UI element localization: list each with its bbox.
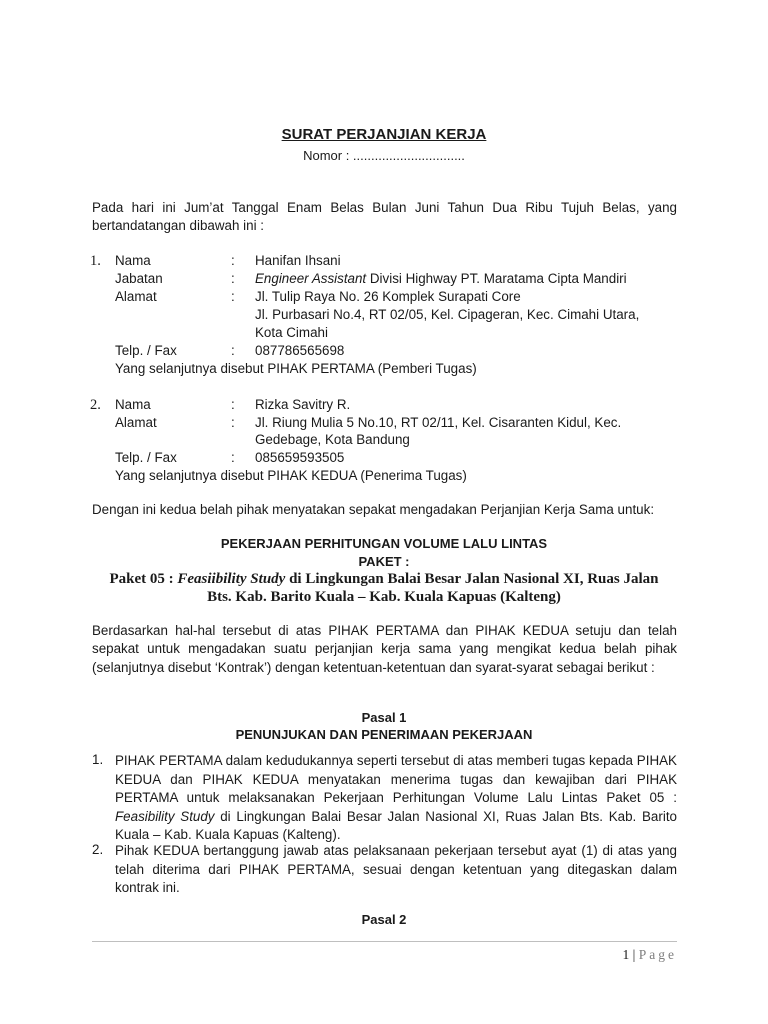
party-1-position <box>255 270 627 288</box>
party-1-name-label: Nama <box>115 253 151 268</box>
party-2-address-line-1: Jl. Riung Mulia 5 No.10, RT 02/11, Kel. Cisaranten Kidul, Kec. <box>255 415 622 430</box>
party-2-address-label: Alamat <box>115 415 157 430</box>
list-item-text: Pihak KEDUA bertanggung jawab atas pelaksanaan pekerjaan tersebut ayat (1) di atas yang telah diterima dari PIHAK PERTAMA, sesuai dengan ketentuan yang ditegaskan dalam kontrak ini. <box>115 843 677 895</box>
page-label: Page <box>638 947 677 962</box>
document-number: Nomor : ............................... <box>303 148 465 163</box>
party-1-address-label: Alamat <box>115 289 157 304</box>
party-2-phone: 085659593505 <box>255 450 345 465</box>
list-item-number: 2. <box>92 842 104 857</box>
party-2-phone-label: Telp. / Fax <box>115 450 177 465</box>
colon: : <box>231 397 235 412</box>
work-title: PEKERJAAN PERHITUNGAN VOLUME LALU LINTAS <box>220 536 548 551</box>
paket-line-1 <box>0 571 768 588</box>
colon: : <box>231 415 235 430</box>
list-item-text-part: PIHAK PERTAMA dalam kedudukannya seperti tersebut di atas memberi tugas kepada PIHAK KEDUA dan PIHAK KEDUA menyatakan menerima tugas dan kewajiban dari PIHAK PERTAMA untuk melaksanakan Pekerjaan Perhitungan Volume Lalu Lintas Paket 05 : <box>115 753 677 805</box>
page-number: 1 <box>622 947 630 962</box>
colon: : <box>231 343 235 358</box>
party-1-name: Hanifan Ihsani <box>255 253 341 268</box>
party-1-designation: Yang selanjutnya disebut PIHAK PERTAMA (Pemberi Tugas) <box>115 361 477 376</box>
paket-rest: di Lingkungan Balai Besar Jalan Nasional XI, Ruas Jalan <box>285 571 659 587</box>
agreement-intro: Dengan ini kedua belah pihak menyatakan sepakat mengadakan Perjanjian Kerja Sama untuk: <box>92 502 655 517</box>
party-1-address-line-3: Kota Cimahi <box>255 325 328 340</box>
paket-italic: Feasiibility Study <box>177 571 286 587</box>
page-separator: | <box>632 947 636 962</box>
colon: : <box>231 450 235 465</box>
colon: : <box>231 271 235 286</box>
pasal-2-heading: Pasal 2 <box>361 912 407 927</box>
list-item-italic: Feasibility Study <box>115 808 215 824</box>
party-1-address-line-2: Jl. Purbasari No.4, RT 02/05, Kel. Cipageran, Kec. Cimahi Utara, <box>255 307 640 322</box>
party-2-designation: Yang selanjutnya disebut PIHAK KEDUA (Penerima Tugas) <box>115 468 467 483</box>
paket-line-2: Bts. Kab. Barito Kuala – Kab. Kuala Kapuas (Kalteng) <box>207 589 561 605</box>
paket-label: PAKET : <box>358 554 410 569</box>
party-2-address-line-2: Gedebage, Kota Bandung <box>255 432 410 447</box>
party-2-number: 2. <box>90 397 101 413</box>
party-1-position-label: Jabatan <box>115 271 163 286</box>
list-item-number: 1. <box>92 752 104 767</box>
document-title: SURAT PERJANJIAN KERJA <box>281 126 487 143</box>
list-item-text-part: di Lingkungan Balai Besar Jalan Nasional XI, Ruas Jalan Bts. Kab. Barito Kuala – Kab. Kuala Kapuas (Kalteng). <box>115 808 677 842</box>
page-footer <box>560 947 677 963</box>
footer-divider <box>92 941 677 942</box>
party-1-phone-label: Telp. / Fax <box>115 343 177 358</box>
colon: : <box>231 253 235 268</box>
party-1-address-line-1: Jl. Tulip Raya No. 26 Komplek Surapati Core <box>255 289 521 304</box>
party-1-position-rest: Divisi Highway PT. Maratama Cipta Mandiri <box>366 271 627 286</box>
party-1-phone: 087786565698 <box>255 343 345 358</box>
pasal-1-subheading: PENUNJUKAN DAN PENERIMAAN PEKERJAAN <box>235 727 533 742</box>
basis-paragraph: Berdasarkan hal-hal tersebut di atas PIHAK PERTAMA dan PIHAK KEDUA setuju dan telah sepakat untuk mengadakan suatu perjanjian kerja sama yang mengikat kedua belah pihak (selanjutnya disebut ‘Kontrak’) dengan ketentuan-ketentuan dan syarat-syarat sebagai berikut : <box>92 623 677 675</box>
party-1-number: 1. <box>90 253 101 269</box>
party-1-position-italic: Engineer Assistant <box>255 271 367 286</box>
party-2-name-label: Nama <box>115 397 151 412</box>
intro-paragraph: Pada hari ini Jum’at Tanggal Enam Belas Bulan Juni Tahun Dua Ribu Tujuh Belas, yang bertandatangan dibawah ini : <box>92 200 677 234</box>
paket-prefix: Paket 05 : <box>109 571 178 587</box>
list-item-text <box>115 752 677 845</box>
pasal-1-heading: Pasal 1 <box>361 710 407 725</box>
colon: : <box>231 289 235 304</box>
party-2-name: Rizka Savitry R. <box>255 397 351 412</box>
